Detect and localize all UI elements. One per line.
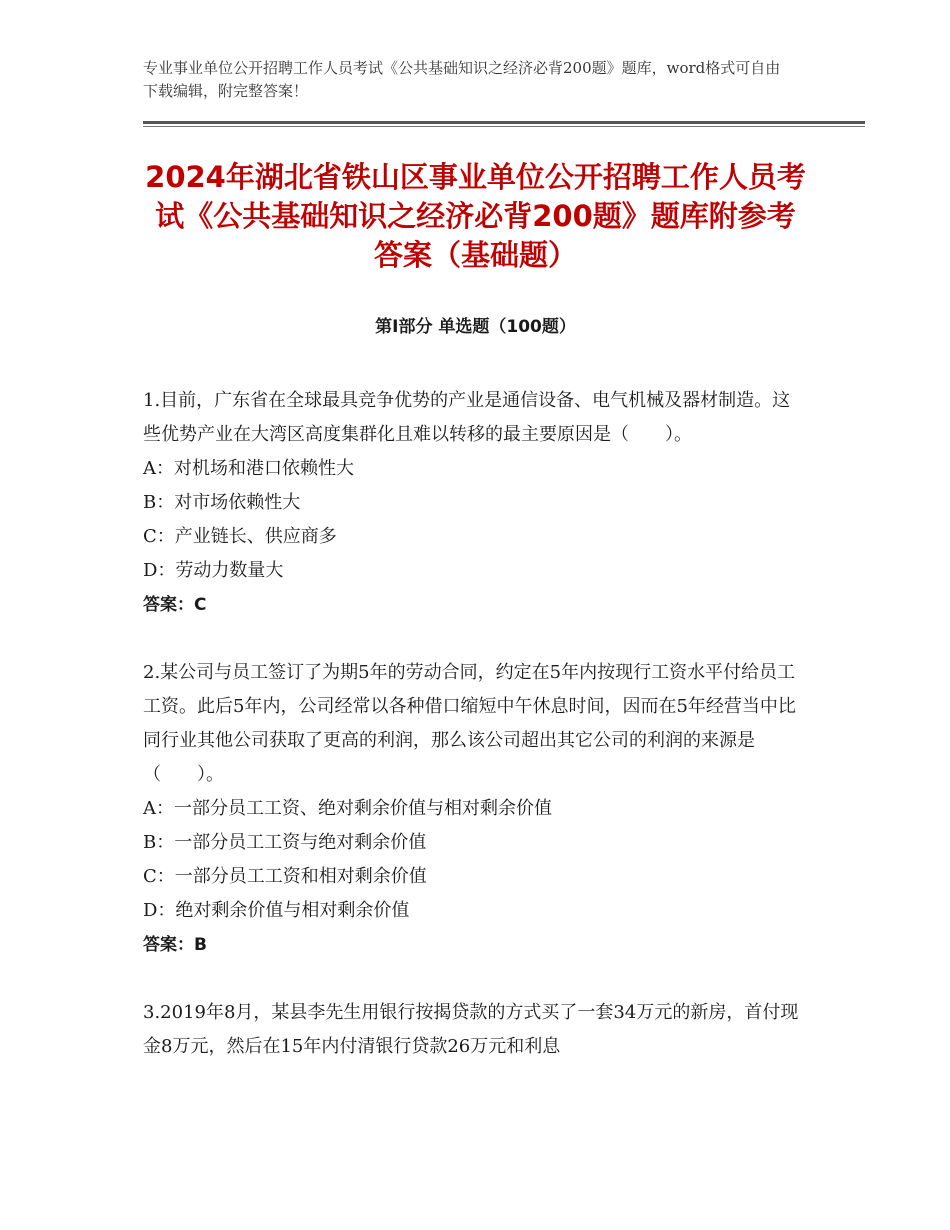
header-divider-thin (143, 126, 865, 127)
question-answer: 答案：C (143, 595, 207, 615)
question-stem: 1.目前，广东省在全球最具竞争优势的产业是通信设备、电气机械及器材制造。这些优势产业在大湾区高度集群化且难以转移的最主要原因是（ ）。 (143, 390, 791, 445)
question-stem: 3.2019年8月，某县李先生用银行按揭贷款的方式买了一套34万元的新房，首付现金8万元，然后在15年内付清银行贷款26万元和利息 (143, 1002, 799, 1057)
question-item (143, 384, 808, 622)
header-divider-thick (143, 121, 865, 124)
question-answer: 答案：B (143, 935, 207, 955)
header-note: 专业事业单位公开招聘工作人员考试《公共基础知识之经济必背200题》题库，word格式可自由下载编辑，附完整答案！ (143, 59, 781, 100)
question-list (143, 384, 808, 1098)
question-option: C：产业链长、供应商多 (143, 526, 337, 547)
question-option: D：绝对剩余价值与相对剩余价值 (143, 900, 410, 921)
question-option: C：一部分员工工资和相对剩余价值 (143, 866, 427, 887)
question-option: A：一部分员工工资、绝对剩余价值与相对剩余价值 (143, 798, 552, 819)
question-option: A：对机场和港口依赖性大 (143, 458, 354, 479)
question-option: B：一部分员工工资与绝对剩余价值 (143, 832, 427, 853)
question-option: D：劳动力数量大 (143, 560, 284, 581)
question-item (143, 996, 808, 1064)
document-title: 2024年湖北省铁山区事业单位公开招聘工作人员考试《公共基础知识之经济必背200题》题库附参考答案（基础题） (145, 160, 806, 272)
question-stem: 2.某公司与员工签订了为期5年的劳动合同，约定在5年内按现行工资水平付给员工工资。此后5年内，公司经常以各种借口缩短中午休息时间，因而在5年经营当中比同行业其他公司获取了更高的利润，那么该公司超出其它公司的利润的来源是（ ）。 (143, 662, 796, 785)
question-option: B：对市场依赖性大 (143, 492, 301, 513)
section-title: 第Ⅰ部分 单选题（100题） (375, 317, 576, 337)
question-item (143, 656, 808, 962)
